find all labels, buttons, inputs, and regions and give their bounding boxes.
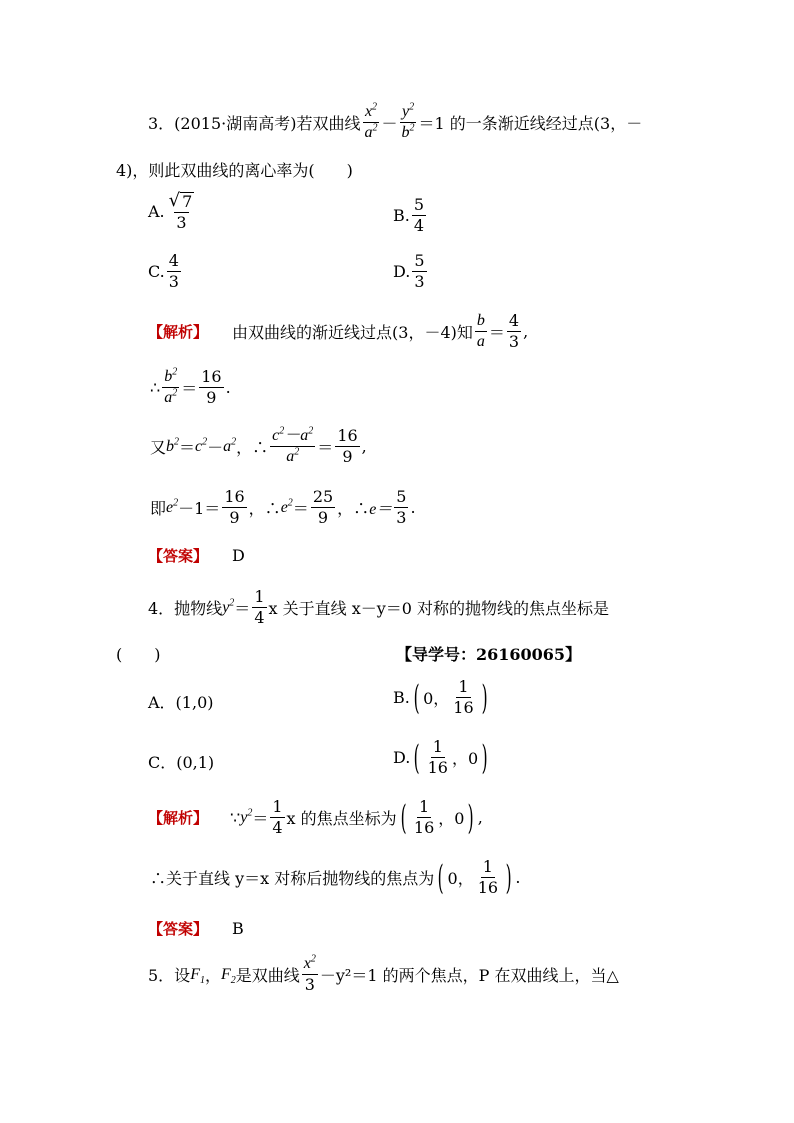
- answer-label: 【答案】: [148, 547, 209, 565]
- frac-num: 16: [335, 427, 359, 447]
- frac-den: 9: [206, 388, 217, 408]
- analysis-text: ，∴: [236, 438, 269, 458]
- equals-sign: ＝: [252, 809, 269, 829]
- coordinate-text: ，0: [451, 749, 479, 769]
- frac-num: 1: [252, 588, 266, 608]
- frac-den: a: [476, 333, 485, 351]
- coordinate-text: 0，: [447, 869, 474, 889]
- option-label: A.: [148, 202, 165, 222]
- option-b-frac: [412, 196, 426, 236]
- frac-den: 3: [508, 332, 520, 352]
- equals-sign: ＝: [179, 438, 196, 458]
- q5-stem-rest: －y²＝1 的两个焦点，P 在双曲线上，当△: [319, 966, 619, 986]
- option-label: D.: [393, 748, 411, 768]
- equals-sign: ＝: [292, 499, 309, 519]
- q3-answer-line: [148, 545, 245, 566]
- punct: .: [225, 378, 231, 398]
- frac-num: 1: [456, 678, 470, 698]
- focus-f2: F: [220, 965, 231, 983]
- frac-4-3: [507, 312, 521, 352]
- q5-stem-mid: 是双曲线: [235, 966, 300, 986]
- q4-option-c: [148, 750, 214, 773]
- punct: .: [515, 868, 521, 888]
- frac-25-9: [311, 488, 335, 528]
- frac-den: a: [286, 448, 295, 466]
- analysis-text: ∴关于直线 y＝x 对称后抛物线的焦点为: [150, 869, 435, 889]
- frac-num: 4: [167, 252, 181, 272]
- answer-value: D: [232, 546, 245, 565]
- frac-1-16: [426, 738, 450, 778]
- frac-den: 9: [229, 508, 240, 528]
- punct: .: [410, 498, 416, 518]
- punct: ,: [361, 437, 367, 457]
- option-label: B.: [393, 206, 410, 226]
- frac-16-9: [222, 488, 246, 528]
- analysis-text: －1＝: [178, 499, 221, 519]
- option-label: B.: [393, 688, 410, 708]
- left-paren: (: [413, 677, 420, 718]
- analysis-text: 又: [150, 438, 167, 458]
- frac-num: 4: [507, 312, 521, 332]
- option-text: A．(1,0): [148, 693, 214, 712]
- left-paren: (: [400, 797, 407, 838]
- q5-number: 5．设: [148, 966, 191, 986]
- q4-stem-rest: x 关于直线 x－y＝0 对称的抛物线的焦点坐标是: [268, 599, 610, 619]
- coordinate-text: 0，: [423, 689, 450, 709]
- analysis-label: 【解析】: [148, 809, 209, 828]
- frac-den: 16: [427, 758, 448, 778]
- q4-analysis-line1: 【解析】 ∵ $y^2$ ＝ $\frac{1}{4}$ x 的焦点坐标为 ( $\frac{1}{16}$ ，0 ) ,: [148, 797, 483, 838]
- frac-den: 4: [254, 608, 265, 628]
- frac-1-16: [451, 678, 475, 718]
- frac-16-9: [199, 368, 223, 408]
- frac-num: 5: [412, 196, 426, 216]
- frac-den: a: [164, 389, 173, 407]
- minus-sign: －: [381, 114, 398, 134]
- equals-sign: ＝: [317, 438, 334, 458]
- frac-num: y: [401, 103, 410, 120]
- coordinate-text: ，0: [438, 809, 465, 829]
- frac-1-16: [412, 798, 436, 838]
- right-paren: ): [481, 737, 488, 778]
- frac-den: 3: [304, 975, 315, 995]
- frac-num-rest: －a: [284, 427, 309, 444]
- frac-num: x: [364, 103, 373, 120]
- left-paren: (: [413, 737, 420, 778]
- q4-number: 4．抛物线: [148, 599, 223, 619]
- frac-5-3: [394, 488, 408, 528]
- option-label: C.: [148, 262, 165, 282]
- frac-den: 4: [272, 818, 283, 838]
- q3-option-c: [148, 252, 183, 292]
- frac-num: 5: [394, 488, 408, 508]
- right-paren: ): [468, 797, 475, 838]
- right-paren: ): [505, 857, 512, 898]
- frac-b2-a2: $\frac{b^2}{a^2}$: [164, 366, 178, 407]
- minus-sign: －: [207, 438, 224, 458]
- option-text: C．(0,1): [148, 753, 215, 772]
- analysis-text: ，∴: [248, 499, 281, 519]
- frac-den: 16: [413, 818, 435, 838]
- equals-sign: ＝: [181, 379, 198, 399]
- frac-den: a: [364, 124, 373, 142]
- frac-c2-a2-over-a2: $\frac{c^2-a^2}{a^2}$: [272, 425, 314, 466]
- frac-num: 25: [311, 488, 335, 508]
- q3-analysis-line4: 即 $e^2$ －1＝ $\frac{16}{9}$ ，∴ $e^2$ ＝ $\frac{25}{9}$ ，∴ e＝ $\frac{5}{3}$ .: [150, 487, 416, 528]
- frac-num: 1: [417, 798, 431, 818]
- analysis-text: x 的焦点坐标为: [286, 809, 397, 829]
- q3-stem-eq: ＝1 的一条渐近线经过点(3，－: [418, 114, 643, 134]
- frac-num: b: [164, 368, 173, 385]
- frac-1-4: [252, 588, 266, 628]
- answer-label: 【答案】: [148, 920, 209, 938]
- frac-den: 3: [414, 272, 425, 292]
- frac-1-4: [270, 798, 284, 838]
- because-symbol: ∵: [230, 808, 241, 828]
- q4-option-a: [148, 690, 214, 713]
- frac-num: 1: [270, 798, 284, 818]
- q3-frac-y2b2: $\frac{y^2}{b^2}$: [401, 101, 415, 142]
- q3-frac-x2a2: $\frac{x^2}{a^2}$: [364, 101, 378, 142]
- q3-number: 3．(2015·湖南高考): [148, 114, 297, 134]
- option-d-frac: [412, 252, 426, 292]
- q4-answer-line: [148, 918, 244, 939]
- q3-option-d: [393, 252, 429, 292]
- q4-analysis-line2: [150, 858, 520, 898]
- frac-num: 1: [481, 858, 495, 878]
- frac-num: 1: [431, 738, 445, 758]
- option-c-frac: [167, 252, 181, 292]
- q3-stem-line2-text: 4)，则此双曲线的离心率为( ): [116, 161, 353, 180]
- analysis-text: e＝: [369, 501, 393, 519]
- frac-den: 3: [176, 212, 187, 232]
- frac-num: c: [272, 427, 280, 444]
- q4-option-d: [393, 738, 491, 778]
- sqrt-body: 7: [182, 192, 193, 211]
- q3-analysis-line1: [148, 312, 528, 352]
- q4-stem-line2: [116, 642, 161, 665]
- q3-analysis-line2: [150, 368, 231, 408]
- frac-den: 9: [317, 508, 329, 528]
- frac-den: 3: [168, 272, 179, 292]
- frac-num: 16: [222, 488, 246, 508]
- frac-b-a: [475, 312, 487, 352]
- frac-den: 16: [477, 878, 499, 898]
- equals-sign: ＝: [234, 599, 251, 619]
- frac-den: b: [401, 124, 410, 142]
- frac-den: 3: [396, 508, 407, 528]
- q5-stem-line1: 5．设 $F_1$ ， $F_2$ 是双曲线 $\frac{x^2}{3}$ －y²＝1 的两个焦点，P 在双曲线上，当△: [148, 953, 619, 995]
- frac-den: 16: [453, 698, 474, 718]
- frac-num: 16: [199, 368, 223, 388]
- frac-num: x: [303, 955, 311, 972]
- frac-num: 5: [412, 252, 426, 272]
- frac-16-9: [335, 427, 359, 467]
- punct: ,: [477, 808, 483, 828]
- frac-den: 4: [413, 216, 425, 236]
- guide-number-text: 【导学号：26160065】: [396, 645, 582, 664]
- q3-option-a: [148, 192, 198, 232]
- analysis-label: 【解析】: [148, 323, 209, 342]
- frac-1-16: [476, 858, 500, 898]
- frac-den: 9: [342, 447, 353, 467]
- q3-analysis-line3: 又 $b^2$ ＝ $c^2$ － $a^2$ ，∴ $\frac{c^2-a^2}{a^2}$ ＝ $\frac{16}{9}$ ,: [150, 425, 367, 467]
- q3-stem-pre: 若双曲线: [296, 114, 361, 134]
- right-paren: ): [481, 677, 488, 718]
- option-label: D.: [393, 262, 411, 282]
- sqrt-symbol: √ 7: [168, 190, 193, 211]
- answer-value: B: [232, 919, 244, 938]
- therefore-symbol: ∴: [150, 378, 161, 398]
- left-paren: (: [437, 857, 444, 898]
- focus-f1: F: [190, 965, 200, 983]
- answer-paren: ( ): [116, 645, 161, 664]
- equals-sign: ＝: [488, 323, 505, 343]
- punct: ,: [523, 322, 529, 342]
- option-a-frac: [167, 192, 197, 232]
- q3-stem-line1: [148, 103, 642, 143]
- q3-option-b: [393, 196, 428, 236]
- analysis-text: 即: [150, 499, 167, 519]
- guide-number: [396, 642, 581, 665]
- q3-stem-line2: [116, 158, 353, 181]
- q4-option-b: [393, 678, 491, 718]
- frac-x2-3: $\frac{x^2}{3}$: [303, 953, 316, 995]
- analysis-text: ，∴: [337, 499, 370, 519]
- q4-stem-line1: 4．抛物线 $y^2$ ＝ $\frac{1}{4}$ x 关于直线 x－y＝0 对称的抛物线的焦点坐标是: [148, 587, 610, 628]
- analysis-text: 由双曲线的渐近线过点(3，－4)知: [232, 323, 473, 343]
- frac-num: b: [475, 312, 487, 332]
